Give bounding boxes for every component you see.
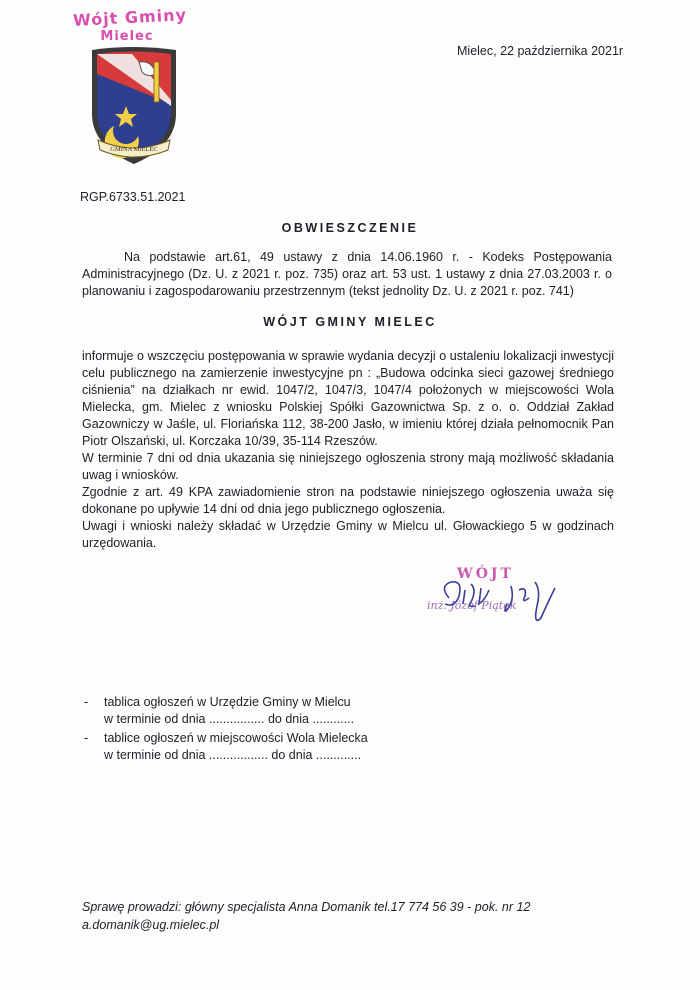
announcement-body	[82, 348, 614, 552]
notice-list	[84, 694, 368, 766]
list-bullet: -	[84, 695, 89, 709]
notice-dates: w terminie od dnia ................. do dnia .............	[104, 748, 362, 762]
list-item	[84, 694, 368, 728]
office-stamp	[60, 5, 200, 46]
legal-basis-paragraph: Na podstawie art.61, 49 ustawy z dnia 14.06.1960 r. - Kodeks Postępowania Administracyjnego (Dz. U. z 2021 r. poz. 735) oraz art. 53 ust. 1 ustawy z dnia 27.03.2003 r. o planowaniu i zagospodarowaniu przestrzennym (tekst jednolity Dz. U. z 2021 r. poz. 741)	[82, 250, 612, 298]
notice-location: tablice ogłoszeń w miejscowości Wola Mielecka	[104, 731, 368, 745]
stamp-line-1: Wójt Gminy	[72, 5, 188, 30]
signatory-name: inż. Józef Piątek	[427, 599, 517, 612]
body-paragraph-2: W terminie 7 dni od dnia ukazania się niniejszego ogłoszenia strony mają możliwość składania uwag i wniosków.	[82, 451, 614, 482]
case-handler-email: a.domanik@ug.mielec.pl	[82, 918, 220, 932]
case-handler-footer	[82, 898, 530, 934]
body-paragraph-4: Uwagi i wnioski należy składać w Urzędzie Gminy w Mielcu ul. Głowackiego 5 w godzinach urzędowania.	[82, 519, 614, 550]
list-item	[84, 730, 368, 764]
crest-banner-text: GMINA MIELEC	[110, 146, 158, 153]
signature-block	[415, 560, 585, 635]
signature-stamp: WÓJT	[457, 566, 514, 582]
reference-number: RGP.6733.51.2021	[80, 190, 186, 204]
notice-location: tablica ogłoszeń w Urzędzie Gminy w Mielcu	[104, 695, 351, 709]
document-title: OBWIESZCZENIE	[281, 221, 419, 235]
coat-of-arms-icon	[84, 44, 184, 168]
stamp-line-2: Mielec	[100, 29, 154, 44]
list-bullet: -	[84, 731, 89, 745]
body-paragraph-3: Zgodnie z art. 49 KPA zawiadomienie stron na podstawie niniejszego ogłoszenia uważa się dokonane po upływie 14 dni od dnia jego publicznego ogłoszenia.	[82, 485, 614, 516]
handwritten-signature-icon	[415, 560, 585, 635]
notice-dates: w terminie od dnia ................ do dnia ............	[104, 712, 355, 726]
document-date: Mielec, 22 października 2021r	[457, 44, 624, 58]
issuer-heading: WÓJT GMINY MIELEC	[263, 315, 437, 329]
case-handler-info: Sprawę prowadzi: główny specjalista Anna Domanik tel.17 774 56 39 - pok. nr 12	[82, 900, 531, 914]
body-paragraph-1: informuje o wszczęciu postępowania w sprawie wydania decyzji o ustaleniu lokalizacji inwestycji celu publicznego na zamierzenie inwestycyjne pn : „Budowa odcinka sieci gazowej średniego ciśnienia” na działkach nr ewid. 1047/2, 1047/3, 1047/4 położonych w miejscowości Wola Mielecka, gm. Mielec z wniosku Polskiej Spółki Gazownictwa Sp. z o. o. Oddział Zakład Gazowniczy w Jaśle, ul. Floriańska 112, 38-200 Jasło, w imieniu której działa pełnomocnik Pan Piotr Olszański, ul. Korczaka 10/39, 35-114 Rzeszów.	[82, 349, 614, 448]
